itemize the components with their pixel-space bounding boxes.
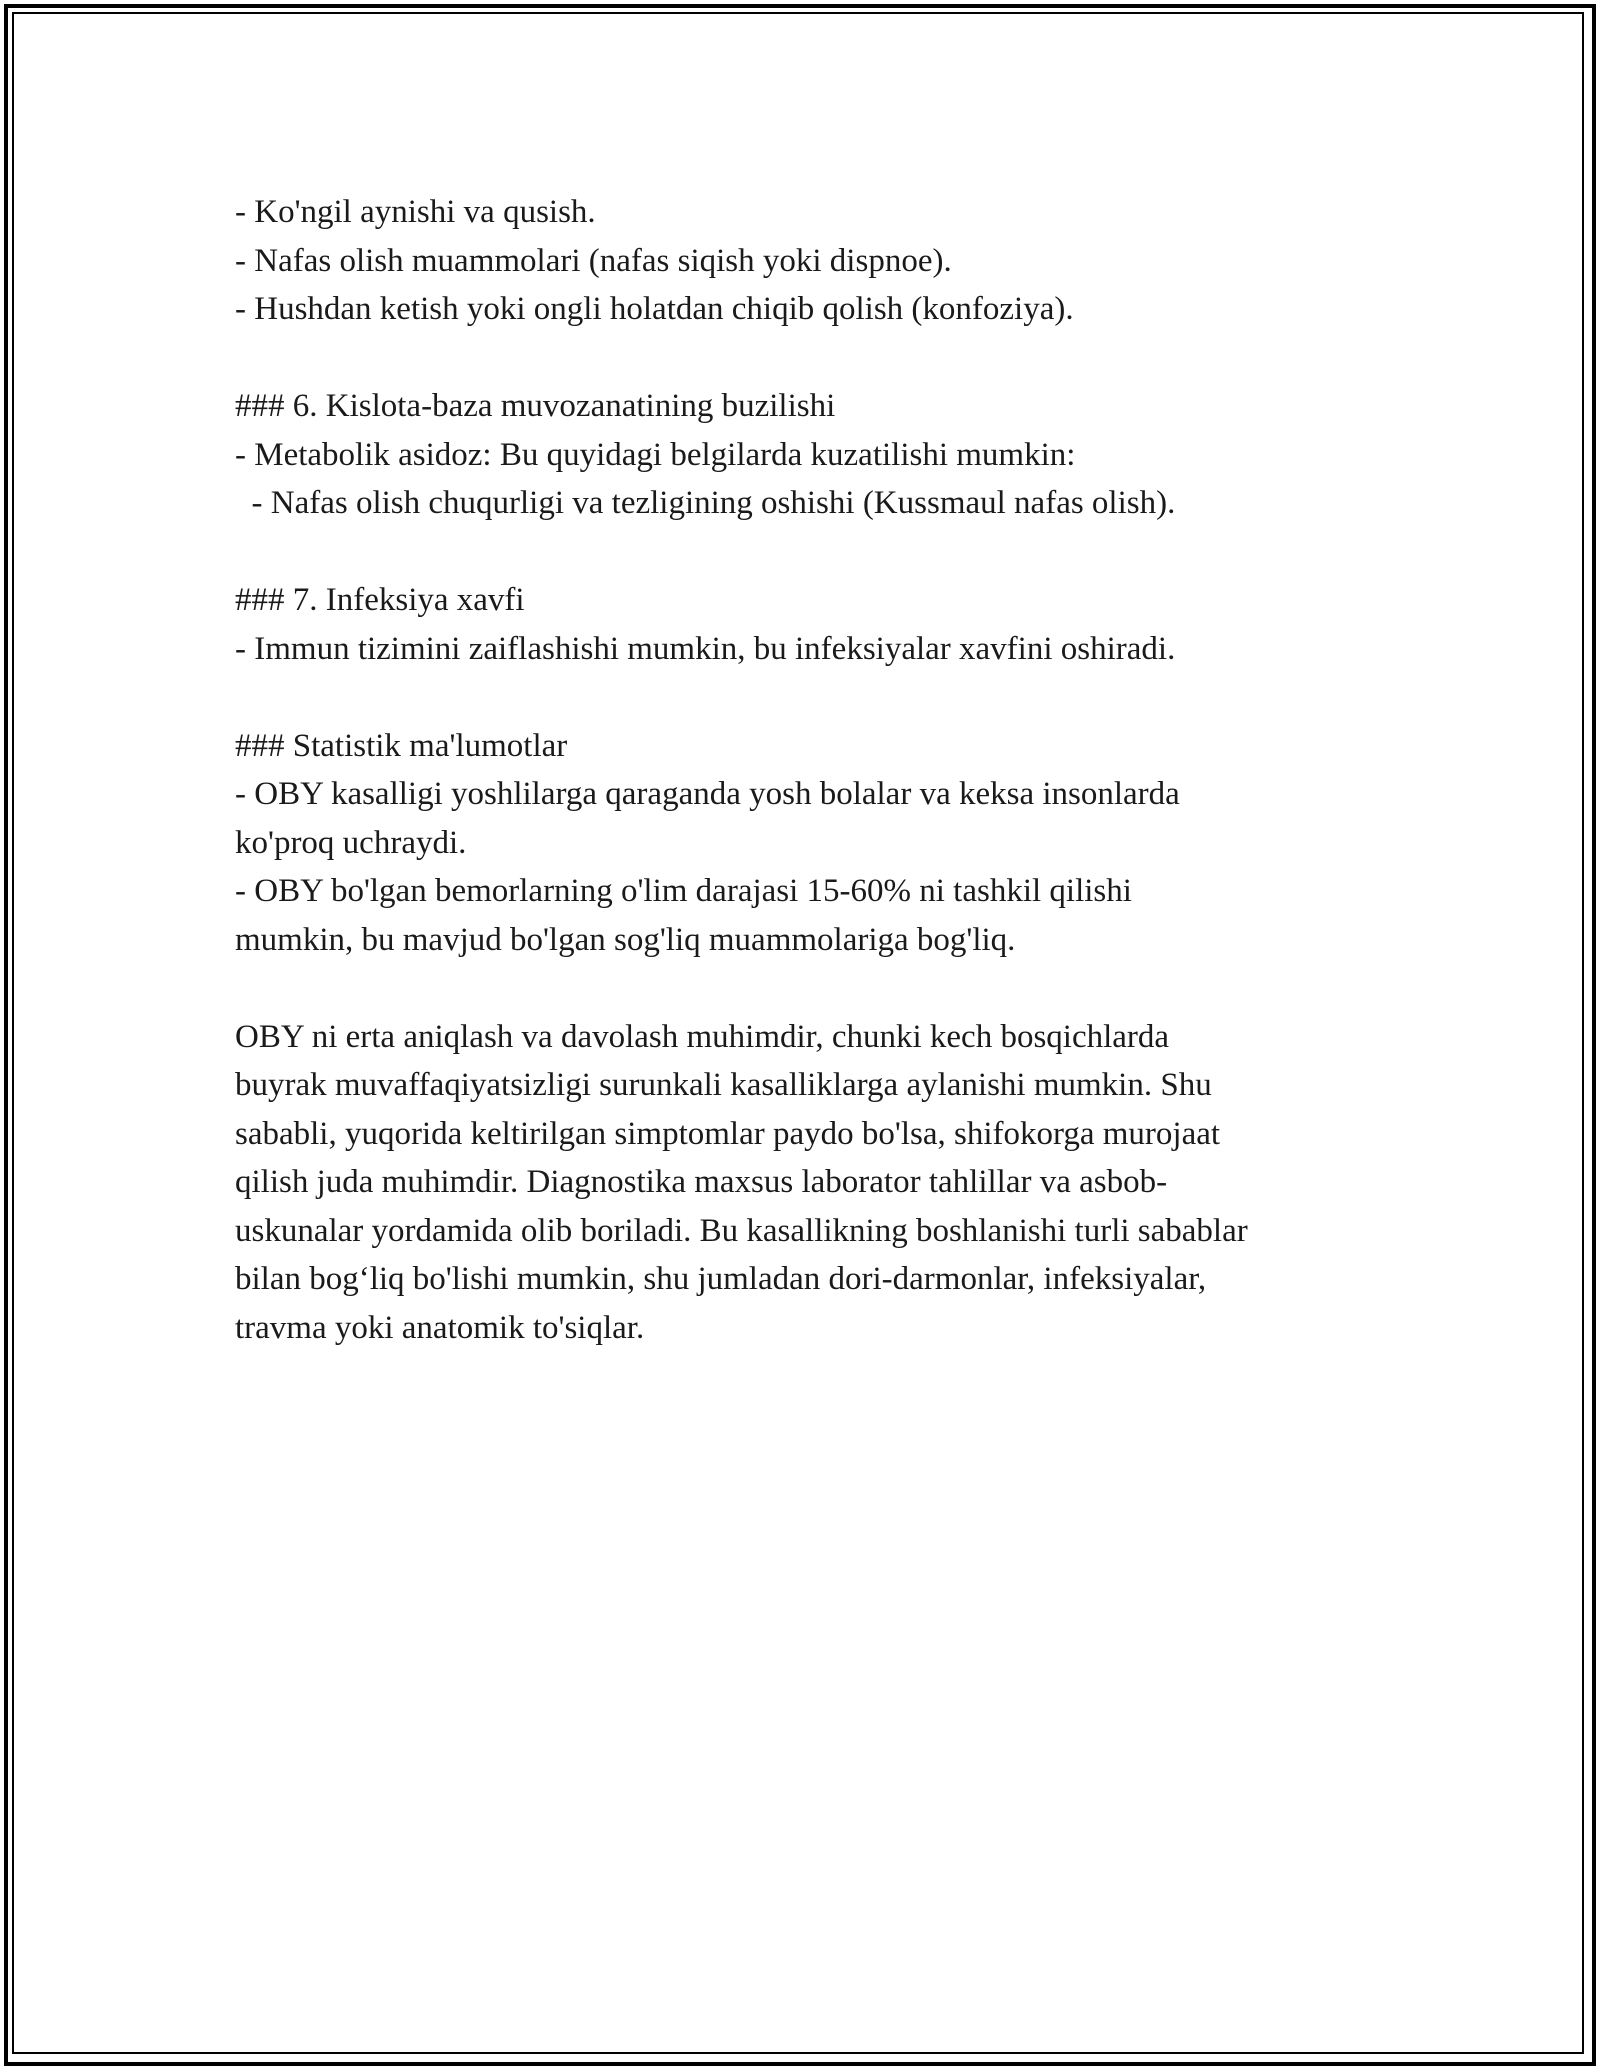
conclusion-line-2: buyrak muvaffaqiyatsizligi surunkali kasalliklarga aylanishi mumkin. Shu <box>235 1067 1212 1103</box>
section-heading-6: ### 6. Kislota-baza muvozanatining buzilishi <box>235 388 836 424</box>
spacer <box>235 964 1375 1013</box>
conclusion-line-1: OBY ni erta aniqlash va davolash muhimdir, chunki kech bosqichlarda <box>235 1018 1170 1055</box>
section-heading-7: ### 7. Infeksiya xavfi <box>235 582 525 618</box>
bullet-age-line-1: - OBY kasalligi yoshlilarga qaraganda yosh bolalar va keksa insonlarda <box>235 776 1180 812</box>
document-body <box>235 188 1375 1352</box>
bullet-confusion: - Hushdan ketish yoki ongli holatdan chiqib qolish (konfoziya). <box>235 291 1074 327</box>
conclusion-line-4: qilish juda muhimdir. Diagnostika maxsus laborator tahlillar va asbob- <box>235 1164 1168 1200</box>
spacer <box>235 673 1375 722</box>
spacer <box>235 334 1375 383</box>
subbullet-kussmaul: - Nafas olish chuqurligi va tezligining oshishi (Kussmaul nafas olish). <box>235 485 1176 521</box>
conclusion-line-5: uskunalar yordamida olib boriladi. Bu kasallikning boshlanishi turli sabablar <box>235 1212 1248 1249</box>
bullet-mortality-line-2: mumkin, bu mavjud bo'lgan sog'liq muammolariga bog'liq. <box>235 921 1016 958</box>
spacer <box>235 528 1375 577</box>
conclusion-line-7: travma yoki anatomik to'siqlar. <box>235 1309 645 1346</box>
conclusion-line-3: sababli, yuqorida keltirilgan simptomlar paydo bo'lsa, shifokorga murojaat <box>235 1115 1221 1152</box>
section-heading-statistics: ### Statistik ma'lumotlar <box>235 727 568 764</box>
bullet-mortality-line-1: - OBY bo'lgan bemorlarning o'lim darajasi 15-60% ni tashkil qilishi <box>235 873 1132 909</box>
bullet-nausea: - Ko'ngil aynishi va qusish. <box>235 194 596 230</box>
conclusion-line-6: bilan bog‘liq bo'lishi mumkin, shu jumladan dori-darmonlar, infeksiyalar, <box>235 1261 1207 1297</box>
bullet-age-line-2: ko'proq uchraydi. <box>235 824 467 861</box>
bullet-breathing: - Nafas olish muammolari (nafas siqish yoki dispnoe). <box>235 242 952 279</box>
bullet-immune: - Immun tizimini zaiflashishi mumkin, bu infeksiyalar xavfini oshiradi. <box>235 630 1176 667</box>
bullet-metabolic-acidosis: - Metabolik asidoz: Bu quyidagi belgilarda kuzatilishi mumkin: <box>235 436 1076 473</box>
